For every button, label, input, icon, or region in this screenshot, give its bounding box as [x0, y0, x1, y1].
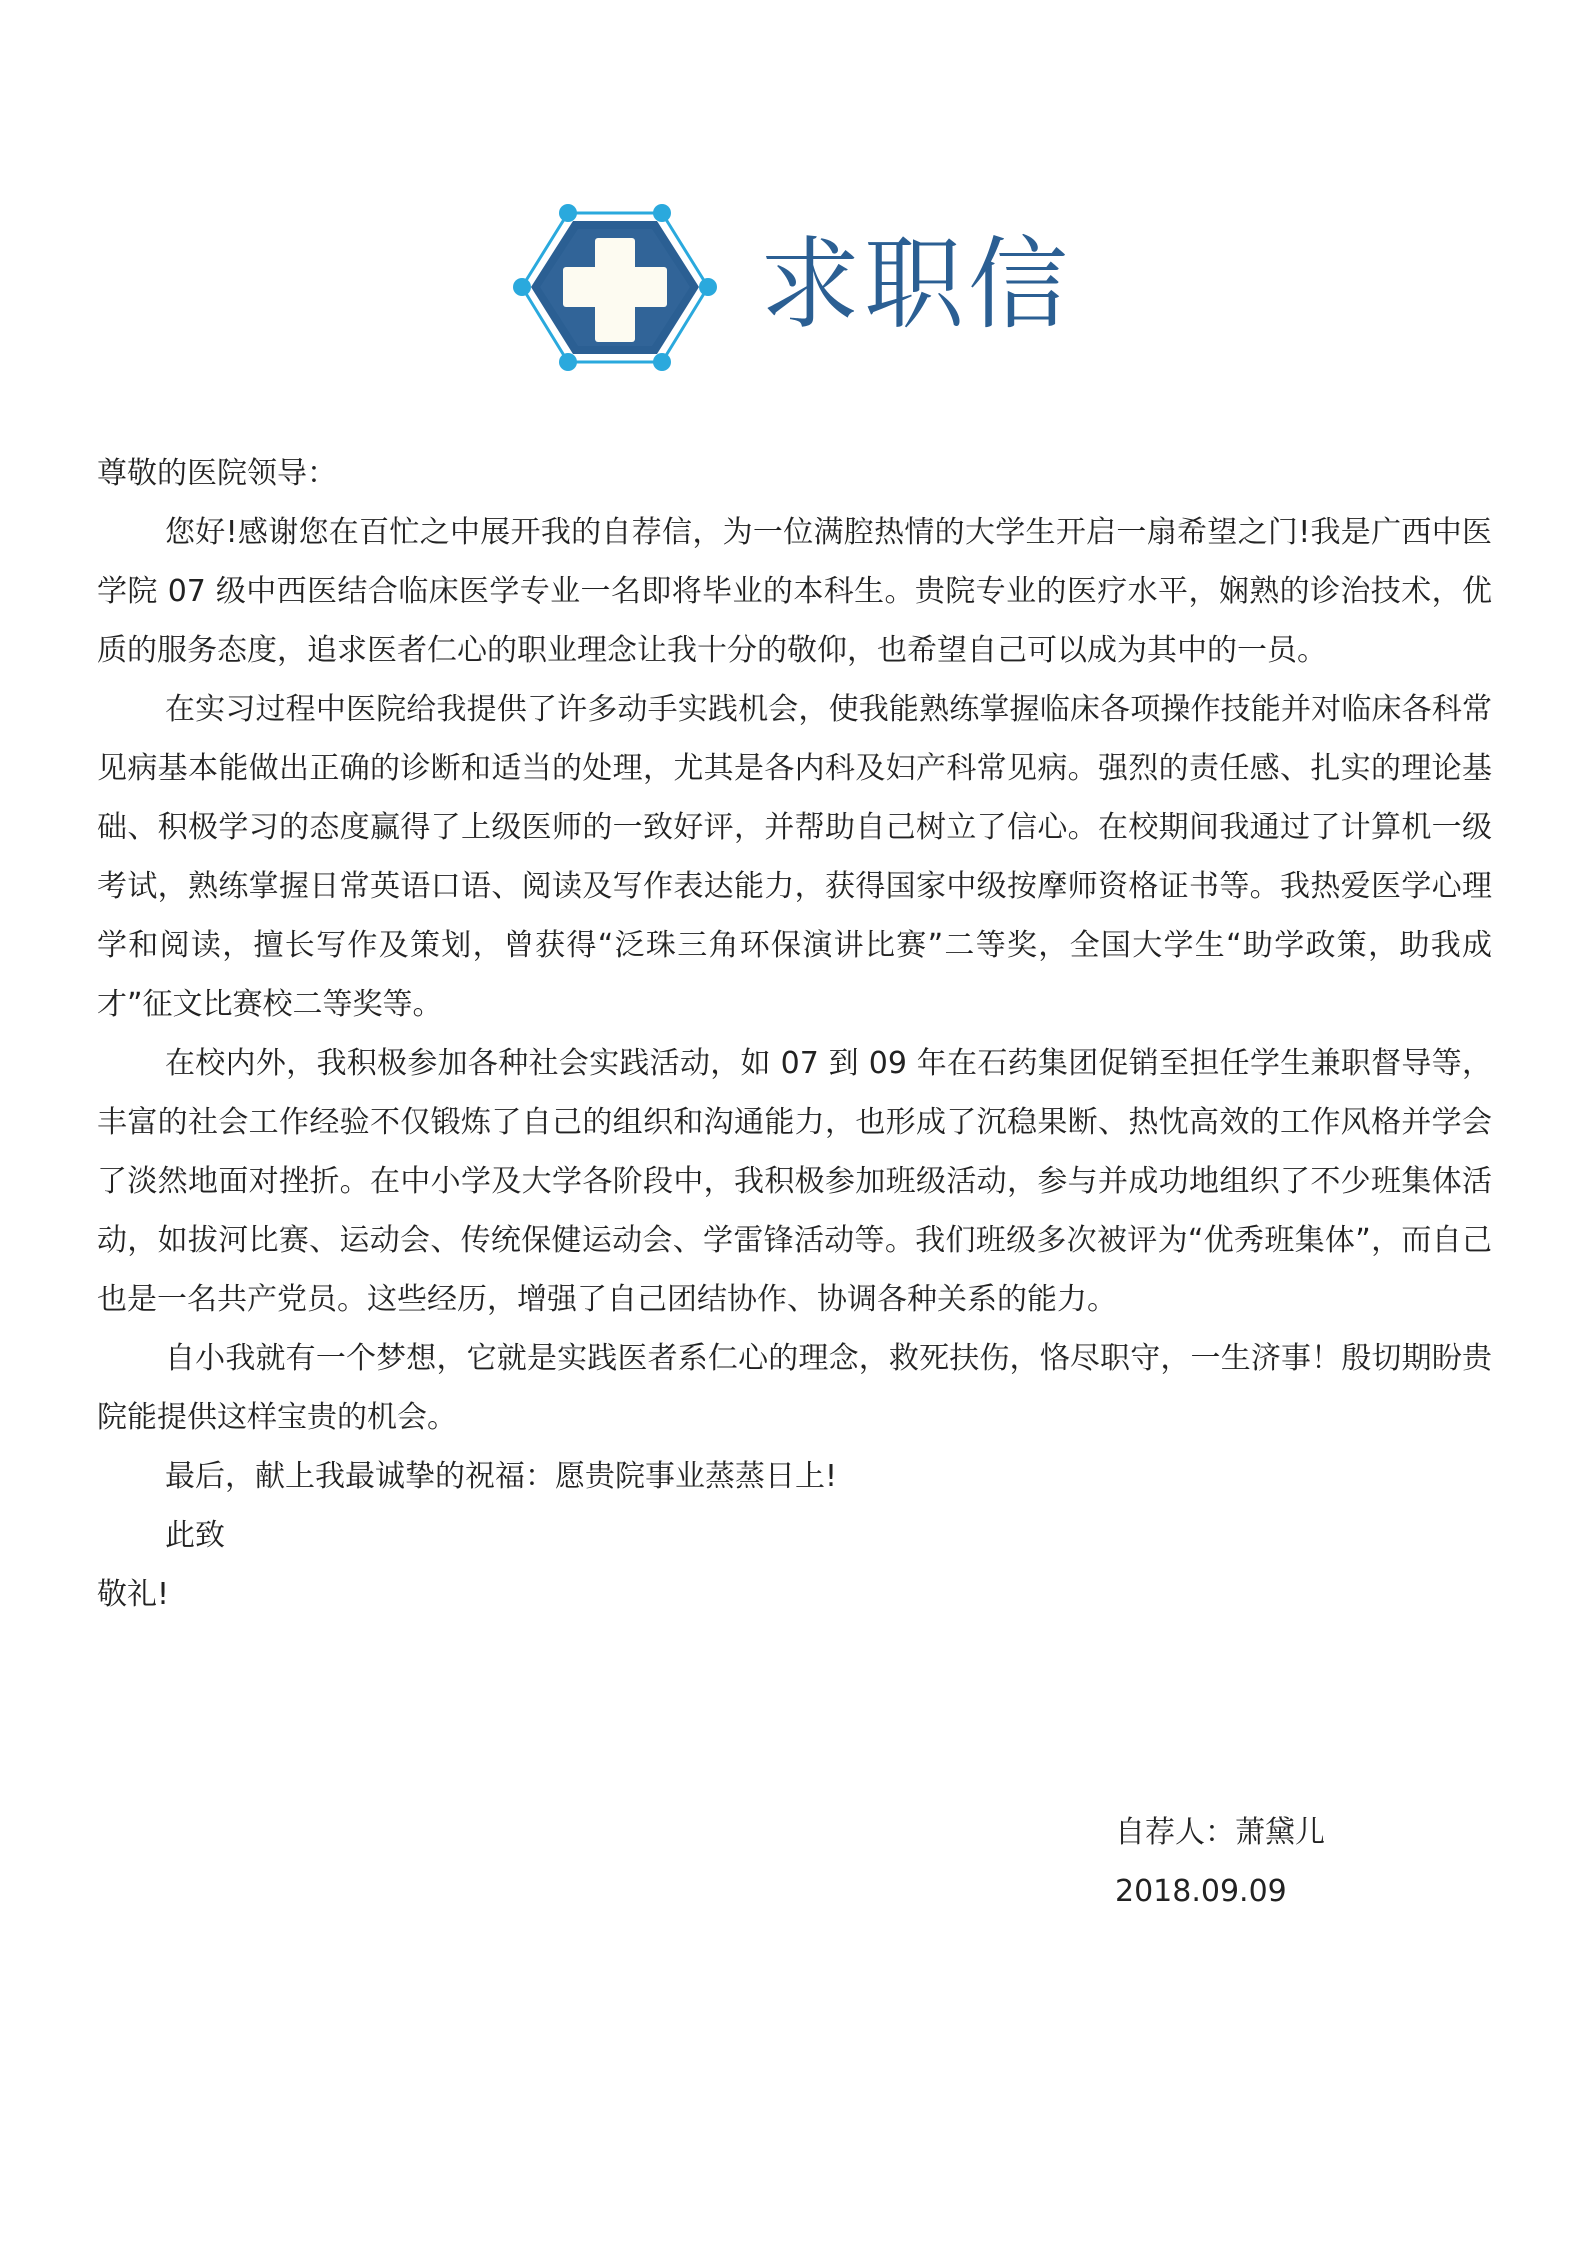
paragraph-dream: 自小我就有一个梦想，它就是实践医者系仁心的理念，救死扶伤，恪尽职守，一生济事！殷切期盼贵院能提供这样宝贵的机会。	[97, 1341, 1492, 1435]
medical-cross-hexagon-icon	[510, 195, 720, 380]
page-title: 求职信	[760, 226, 1072, 343]
letter-header	[0, 195, 1587, 380]
letter-body	[97, 444, 1492, 1624]
signature-date: 2018.09.09	[1115, 1874, 1287, 1909]
closing-jingli: 敬礼!	[97, 1577, 170, 1612]
paragraph-introduction: 您好!感谢您在百忙之中展开我的自荐信，为一位满腔热情的大学生开启一扇希望之门!我是广西中医学院 07 级中西医结合临床医学专业一名即将毕业的本科生。贵院专业的医疗水平，娴熟的诊治技术，优质的服务态度，追求医者仁心的职业理念让我十分的敬仰，也希望自己可以成为其中的一员。	[97, 515, 1492, 668]
salutation: 尊敬的医院领导：	[97, 456, 337, 491]
paragraph-internship: 在实习过程中医院给我提供了许多动手实践机会，使我能熟练掌握临床各项操作技能并对临床各科常见病基本能做出正确的诊断和适当的处理，尤其是各内科及妇产科常见病。强烈的责任感、扎实的理论基础、积极学习的态度赢得了上级医师的一致好评，并帮助自己树立了信心。在校期间我通过了计算机一级考试，熟练掌握日常英语口语、阅读及写作表达能力，获得国家中级按摩师资格证书等。我热爱医学心理学和阅读，擅长写作及策划，曾获得“泛珠三角环保演讲比赛”二等奖，全国大学生“助学政策，助我成才”征文比赛校二等奖等。	[97, 692, 1492, 1022]
closing-cizhi: 此致	[165, 1518, 225, 1553]
signature-line: 自荐人：萧黛儿	[1115, 1815, 1325, 1850]
paragraph-activities: 在校内外，我积极参加各种社会实践活动，如 07 到 09 年在石药集团促销至担任学生兼职督导等，丰富的社会工作经验不仅锻炼了自己的组织和沟通能力，也形成了沉稳果断、热忱高效的工作风格并学会了淡然地面对挫折。在中小学及大学各阶段中，我积极参加班级活动，参与并成功地组织了不少班集体活动，如拔河比赛、运动会、传统保健运动会、学雷锋活动等。我们班级多次被评为“优秀班集体”，而自己也是一名共产党员。这些经历，增强了自己团结协作、协调各种关系的能力。	[97, 1046, 1492, 1317]
signature-block	[1115, 1803, 1325, 1921]
paragraph-wishes: 最后，献上我最诚挚的祝福：愿贵院事业蒸蒸日上!	[165, 1459, 838, 1494]
